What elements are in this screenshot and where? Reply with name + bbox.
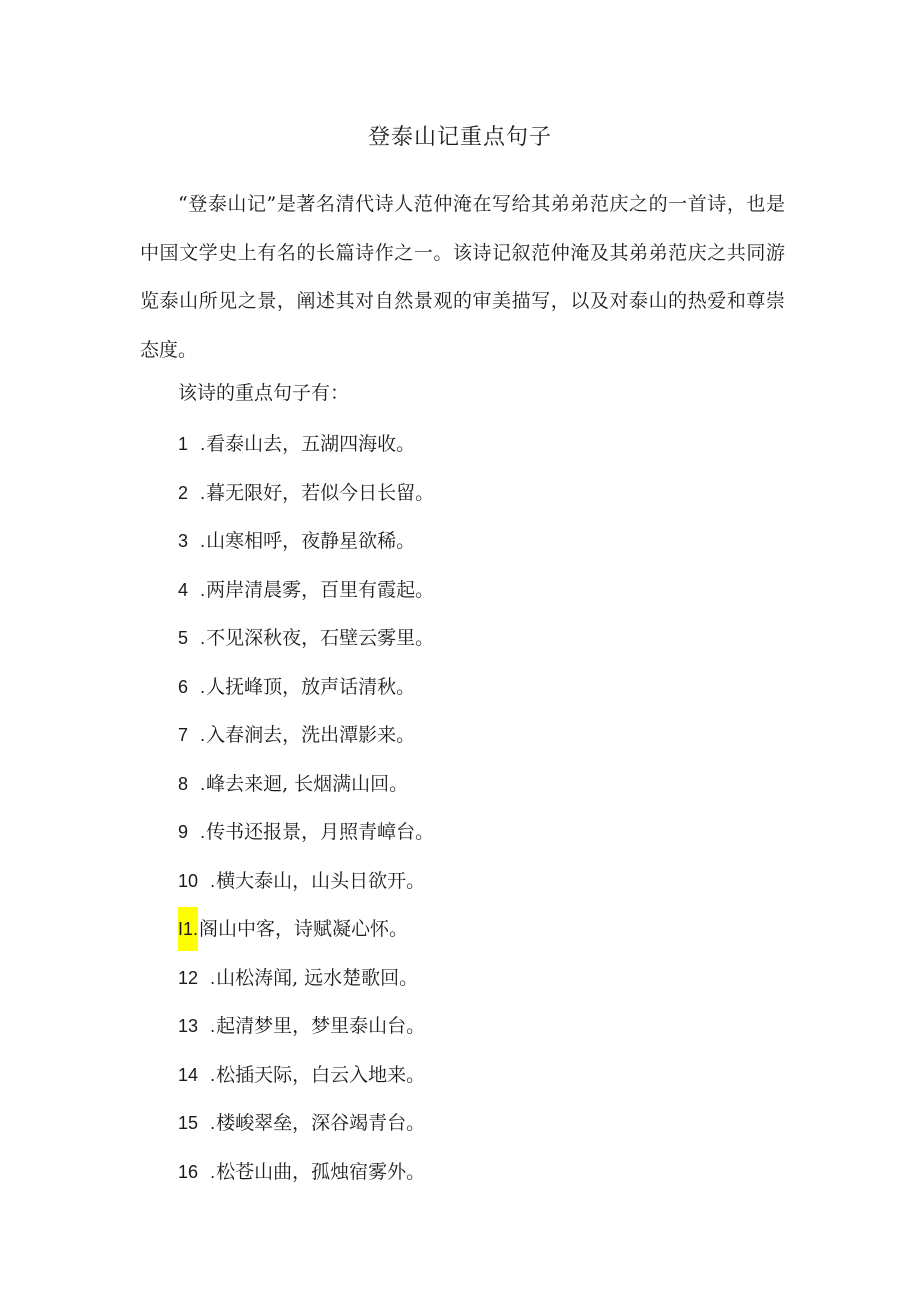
item-text: 暮无限好，若似今日长留。 bbox=[206, 481, 435, 504]
list-item bbox=[178, 663, 434, 712]
item-number: 3 bbox=[178, 531, 189, 551]
key-sentence-list bbox=[178, 420, 434, 1196]
item-number: 14 bbox=[178, 1064, 199, 1085]
intro-paragraph: “登泰山记”是著名清代诗人范仲淹在写给其弟弟范庆之的一首诗，也是中国文学史上有名的长篇诗作之一。该诗记叙范仲淹及其弟弟范庆之共同游览泰山所见之景，阐述其对自然景观的审美描写，以及对泰山的热爱和尊崇态度。 bbox=[140, 193, 785, 361]
item-dot: . bbox=[200, 482, 206, 503]
list-item bbox=[178, 566, 434, 615]
list-item bbox=[178, 954, 434, 1003]
item-dot: . bbox=[210, 1016, 216, 1036]
item-number: 10 bbox=[178, 870, 199, 891]
list-item bbox=[178, 1148, 434, 1197]
item-number: 5 bbox=[178, 628, 189, 648]
item-text: 阁山中客，诗赋凝心怀。 bbox=[199, 918, 409, 940]
list-item bbox=[178, 420, 434, 469]
item-text: 入春涧去，洗出潭影来。 bbox=[206, 724, 416, 746]
item-text: 楼峻翠垒，深谷竭青台。 bbox=[216, 1112, 426, 1134]
item-text: 起清梦里，梦里泰山台。 bbox=[216, 1015, 426, 1037]
item-number: 13 bbox=[178, 1016, 199, 1036]
item-dot: . bbox=[210, 1064, 216, 1085]
item-dot: . bbox=[210, 870, 216, 891]
item-dot: . bbox=[200, 628, 206, 648]
item-number: 9 bbox=[178, 822, 189, 842]
list-item bbox=[178, 808, 434, 857]
item-number: 16 bbox=[178, 1161, 199, 1182]
list-item bbox=[178, 1051, 434, 1100]
item-text: 看泰山去，五湖四海收。 bbox=[206, 433, 416, 455]
list-item bbox=[178, 760, 434, 809]
item-number: 2 bbox=[178, 482, 189, 503]
list-item bbox=[178, 469, 434, 518]
item-text: 人抚峰顶，放声话清秋。 bbox=[206, 675, 416, 698]
item-number: 4 bbox=[178, 579, 189, 600]
item-text: 松苍山曲，孤烛宿雾外。 bbox=[216, 1160, 426, 1183]
list-item bbox=[178, 857, 434, 906]
item-text: 山寒相呼，夜静星欲稀。 bbox=[206, 530, 416, 552]
item-dot: . bbox=[210, 1113, 216, 1133]
item-text: 峰去来迴, 长烟满山回。 bbox=[206, 772, 409, 795]
item-text: 传书还报景，月照青嶂台。 bbox=[206, 821, 435, 843]
list-item bbox=[178, 517, 434, 566]
item-dot: . bbox=[210, 967, 216, 988]
item-dot: . bbox=[200, 773, 206, 794]
item-dot: . bbox=[200, 434, 206, 454]
list-intro: 该诗的重点句子有： bbox=[178, 382, 350, 404]
item-number: 1 bbox=[178, 434, 189, 454]
item-dot: . bbox=[210, 1161, 216, 1182]
item-number: 7 bbox=[178, 725, 189, 745]
item-dot: . bbox=[200, 676, 206, 697]
item-number: 8 bbox=[178, 773, 189, 794]
item-number: 12 bbox=[178, 967, 199, 988]
list-item bbox=[178, 711, 434, 760]
item-text: 不见深秋夜，石壁云雾里。 bbox=[206, 627, 435, 649]
item-dot: . bbox=[200, 531, 206, 551]
item-text: 松插天际，白云入地来。 bbox=[216, 1063, 426, 1086]
item-text: 横大泰山，山头日欲开。 bbox=[216, 869, 426, 892]
list-item bbox=[178, 614, 434, 663]
item-dot: . bbox=[200, 822, 206, 842]
item-dot: . bbox=[200, 579, 206, 600]
document-title: 登泰山记重点句子 bbox=[367, 125, 552, 150]
item-dot: . bbox=[200, 725, 206, 745]
highlighted-item-number: I1. bbox=[178, 907, 198, 951]
item-text: 山松涛闻, 远水楚歌回。 bbox=[216, 966, 419, 989]
item-text: 两岸清晨雾，百里有霞起。 bbox=[206, 578, 435, 601]
list-item bbox=[178, 1002, 434, 1051]
item-number: 15 bbox=[178, 1113, 199, 1133]
item-number: 6 bbox=[178, 676, 189, 697]
list-item-highlighted bbox=[178, 905, 434, 954]
list-item bbox=[178, 1099, 434, 1148]
